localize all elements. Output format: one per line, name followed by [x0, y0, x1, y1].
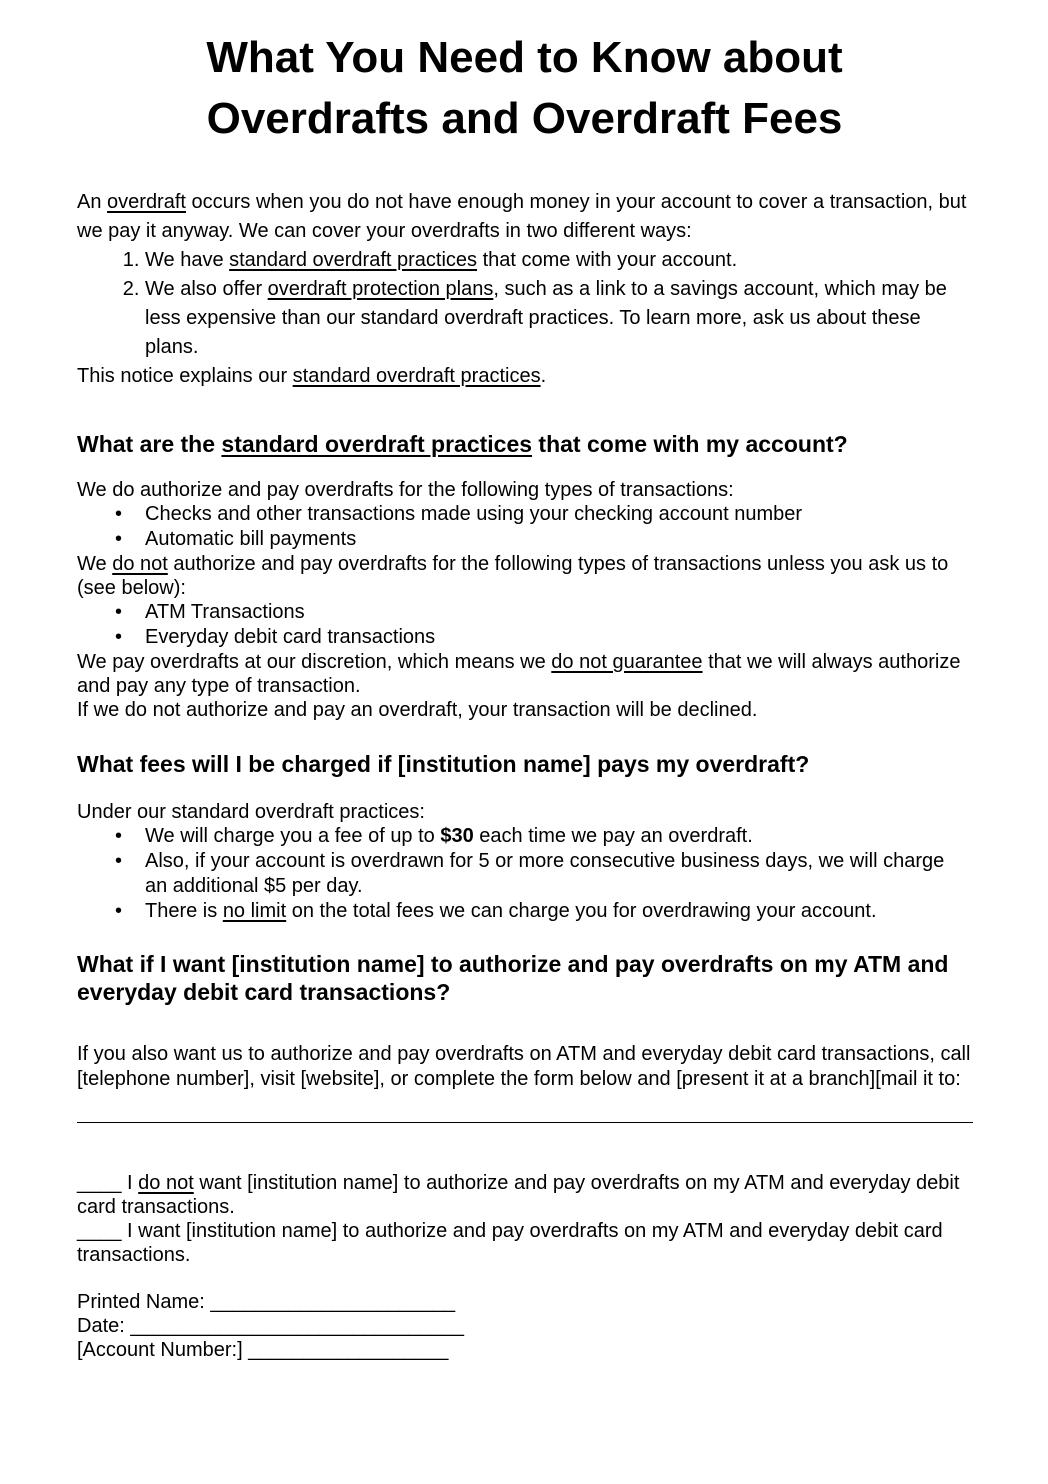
- signature-form: [77, 1290, 972, 1362]
- page-title: [77, 27, 972, 149]
- mail-address-line[interactable]: [77, 1122, 973, 1123]
- list-item: • Everyday debit card transactions: [145, 625, 972, 650]
- do-not-authorize-list: [77, 600, 972, 650]
- list-item: • Automatic bill payments: [145, 527, 972, 552]
- account-number-field[interactable]: [Account Number:] __________________: [77, 1339, 449, 1361]
- list-item: • Checks and other transactions made using your checking account number: [145, 502, 972, 527]
- notice-term: standard overdraft practices: [292, 365, 541, 387]
- do-not-authorize-text: [77, 552, 972, 600]
- list-item: [145, 246, 972, 275]
- overdraft-term: overdraft: [107, 191, 186, 213]
- heading-term: standard overdraft practices: [221, 431, 533, 457]
- fee-post: each time we pay an overdraft.: [473, 825, 753, 847]
- heading-pre: What are the: [77, 431, 222, 457]
- atm-debit-instructions: If you also want us to authorize and pay overdrafts on ATM and everyday debit card transactions, call [telephone number], visit [website], or complete the form below and [present it at a branch][mail it to:: [77, 1043, 971, 1090]
- intro-text: occurs when you do not have enough money in your account to cover a transaction, but we pay it anyway. We can cover your overdrafts in two different ways:: [77, 191, 967, 242]
- intro-an: An: [77, 191, 108, 213]
- standard-practices-term: standard overdraft practices: [229, 249, 478, 271]
- fee-pre: We will charge you a fee of up to: [145, 825, 441, 847]
- opt-in-option[interactable]: [77, 1219, 972, 1267]
- notice-pre: This notice explains our: [77, 365, 293, 387]
- list-item: [145, 899, 972, 924]
- printed-name-field[interactable]: Printed Name: ______________________: [77, 1291, 456, 1313]
- title-line-2: Overdrafts and Overdraft Fees: [206, 94, 843, 143]
- heading-standard-practices: [77, 430, 972, 458]
- standard-practices-section: [77, 478, 972, 722]
- discretion-text: [77, 650, 972, 698]
- opt1-post: want [institution name] to authorize and pay overdrafts on my ATM and everyday debit card transactions.: [77, 1172, 960, 1218]
- do-not-term: do not: [112, 553, 168, 575]
- list-item: [145, 824, 972, 849]
- item-post: , such as a link to a savings account, which may be less expensive than our standard overdraft practices. To learn more, ask us about these plans.: [145, 278, 947, 358]
- protection-plans-term: overdraft protection plans: [267, 278, 494, 300]
- declined-text: If we do not authorize and pay an overdraft, your transaction will be declined.: [77, 699, 758, 721]
- date-field[interactable]: Date: ______________________________: [77, 1315, 465, 1337]
- no-limit-term: no limit: [222, 900, 287, 922]
- discretion-post: that we will always authorize and pay any type of transaction.: [77, 651, 961, 697]
- item-post: that come with your account.: [477, 249, 738, 271]
- under-practices-text: Under our standard overdraft practices:: [77, 801, 425, 823]
- fees-list: [77, 824, 972, 924]
- do-not-guarantee-term: do not guarantee: [551, 651, 703, 673]
- opt-in-blank[interactable]: ____: [77, 1220, 122, 1242]
- limit-pre: There is: [145, 900, 223, 922]
- opt-out-option[interactable]: [77, 1171, 972, 1219]
- list-item: • Also, if your account is overdrawn for 5 or more consecutive business days, we will charge an additional $5 per day.: [145, 849, 972, 899]
- title-line-1: What You Need to Know about: [206, 33, 843, 82]
- opt2-text: I want [institution name] to authorize and pay overdrafts on my ATM and everyday debit card transactions.: [77, 1220, 943, 1266]
- heading-atm-debit: What if I want [institution name] to authorize and pay overdrafts on my ATM and everyday debit card transactions?: [77, 951, 949, 1005]
- do-authorize-text: We do authorize and pay overdrafts for the following types of transactions:: [77, 479, 734, 501]
- do-authorize-list: [77, 502, 972, 552]
- notice-post: .: [540, 365, 547, 387]
- discretion-pre: We pay overdrafts at our discretion, which means we: [77, 651, 552, 673]
- fees-section: [77, 800, 972, 924]
- item-pre: We have: [145, 249, 230, 271]
- overdraft-ways-list: [77, 246, 972, 362]
- opt1-pre: I: [121, 1172, 139, 1194]
- donot-post: authorize and pay overdrafts for the following types of transactions unless you ask us to (see below):: [77, 553, 949, 599]
- do-not-term: do not: [138, 1172, 194, 1194]
- opt-out-blank[interactable]: ____: [77, 1172, 122, 1194]
- donot-pre: We: [77, 553, 113, 575]
- item-pre: We also offer: [145, 278, 268, 300]
- heading-fees: What fees will I be charged if [institution name] pays my overdraft?: [77, 751, 810, 777]
- intro-section: [77, 188, 972, 391]
- notice-explains: [77, 362, 972, 391]
- list-item: [145, 275, 972, 362]
- notice-page: [0, 27, 1048, 1484]
- intro-paragraph: [77, 188, 972, 246]
- fee-amount: $30: [440, 825, 474, 847]
- limit-post: on the total fees we can charge you for overdrawing your account.: [286, 900, 877, 922]
- heading-post: that come with my account?: [532, 431, 848, 457]
- opt-in-options: [77, 1171, 972, 1267]
- list-item: • ATM Transactions: [145, 600, 972, 625]
